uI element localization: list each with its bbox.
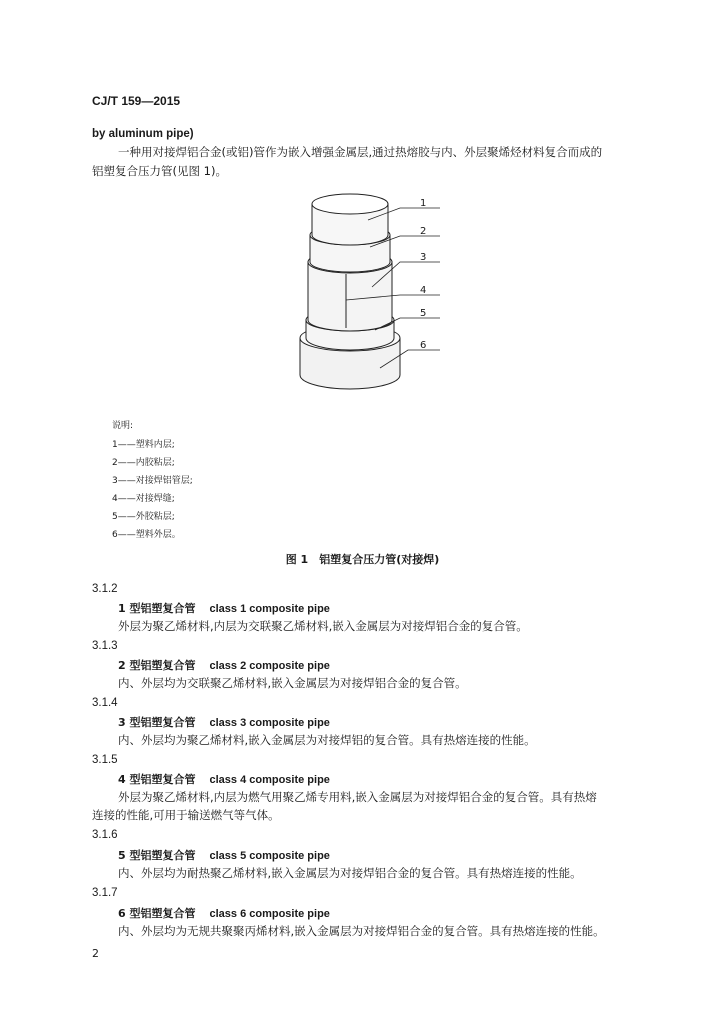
term-heading: 2 型铝塑复合管 class 2 composite pipe [118,659,330,672]
figure-label-4: 4 [420,285,427,296]
section-number: 3.1.4 [92,697,118,709]
intro-english-tail: by aluminum pipe) [92,128,194,140]
figure-label-2: 2 [420,226,427,237]
term-definition: 内、外层均为交联聚乙烯材料,嵌入金属层为对接焊铝合金的复合管。 [118,676,467,690]
figure-label-1: 1 [420,198,427,209]
term-heading: 3 型铝塑复合管 class 3 composite pipe [118,716,330,729]
term-heading: 5 型铝塑复合管 class 5 composite pipe [118,849,330,862]
figure-caption: 图 1 铝塑复合压力管(对接焊) [285,553,440,566]
legend-item: 6——塑料外层。 [112,530,181,540]
section-number: 3.1.2 [92,583,118,595]
intro-line-1: 一种用对接焊铝合金(或铝)管作为嵌入增强金属层,通过热熔胶与内、外层聚烯烃材料复合而成的 [118,145,603,159]
intro-line-2: 铝塑复合压力管(见图 1)。 [92,164,227,178]
section-number: 3.1.3 [92,640,118,652]
term-heading: 6 型铝塑复合管 class 6 composite pipe [118,907,330,920]
legend-item: 1——塑料内层; [112,440,175,450]
term-definition-continued: 连接的性能,可用于输送燃气等气体。 [92,808,280,822]
term-definition: 内、外层均为耐热聚乙烯材料,嵌入金属层为对接焊铝合金的复合管。具有热熔连接的性能。 [118,866,582,880]
term-definition: 外层为聚乙烯材料,内层为交联聚乙烯材料,嵌入金属层为对接焊铝合金的复合管。 [118,619,528,633]
legend-title: 说明: [112,421,134,431]
section-number: 3.1.6 [92,829,118,841]
page-number: 2 [92,947,99,960]
legend-item: 2——内胶粘层; [112,458,175,468]
term-heading: 1 型铝塑复合管 class 1 composite pipe [118,602,330,615]
legend-item: 5——外胶粘层; [112,512,175,522]
term-definition: 内、外层均为聚乙烯材料,嵌入金属层为对接焊铝的复合管。具有热熔连接的性能。 [118,733,536,747]
term-definition: 内、外层均为无规共聚聚丙烯材料,嵌入金属层为对接焊铝合金的复合管。具有热熔连接的性能。 [118,924,605,938]
figure-label-5: 5 [420,308,427,319]
legend-item: 3——对接焊铝管层; [112,476,193,486]
figure-label-6: 6 [420,340,427,351]
term-definition: 外层为聚乙烯材料,内层为燃气用聚乙烯专用料,嵌入金属层为对接焊铝合金的复合管。具有热熔 [118,790,597,804]
section-number: 3.1.5 [92,754,118,766]
legend-item: 4——对接焊缝; [112,494,175,504]
figure-label-3: 3 [420,252,427,263]
term-heading: 4 型铝塑复合管 class 4 composite pipe [118,773,330,786]
pipe-diagram [290,190,450,405]
document-header: CJ/T 159—2015 [92,94,181,108]
section-number: 3.1.7 [92,887,118,899]
